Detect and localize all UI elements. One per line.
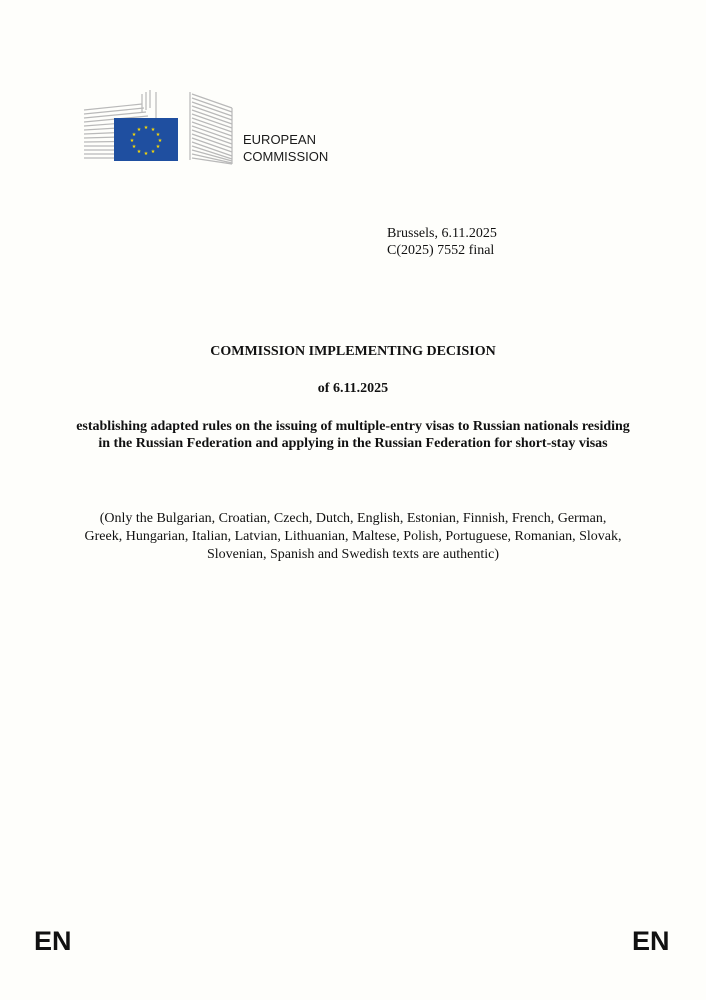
org-line-1: EUROPEAN: [243, 132, 316, 147]
organization-name: [243, 131, 328, 165]
svg-text:★: ★: [136, 149, 142, 155]
svg-text:★: ★: [143, 125, 149, 131]
svg-text:★: ★: [131, 144, 137, 150]
org-line-2: COMMISSION: [243, 149, 329, 164]
document-subject: establishing adapted rules on the issuing of multiple-entry visas to Russian nationals residing in the Russian Federation and applying in the Russian Federation for short-stay visas: [76, 419, 630, 451]
document-date-line: of 6.11.2025: [317, 381, 389, 396]
language-code-left: EN: [34, 926, 72, 956]
svg-text:★: ★: [136, 127, 142, 133]
svg-text:★: ★: [131, 132, 137, 138]
svg-text:★: ★: [155, 144, 161, 150]
language-code-right: EN: [632, 926, 670, 956]
svg-text:★: ★: [150, 127, 156, 133]
svg-text:★: ★: [155, 132, 161, 138]
svg-text:★: ★: [143, 151, 149, 157]
place-date: Brussels, 6.11.2025: [387, 226, 497, 241]
document-title: COMMISSION IMPLEMENTING DECISION: [210, 344, 496, 359]
document-reference: [387, 225, 497, 259]
authentic-languages-note: (Only the Bulgarian, Croatian, Czech, Dutch, English, Estonian, Finnish, French, German, Greek, Hungarian, Italian, Latvian, Lithuanian, Maltese, Polish, Portuguese, Romanian, Slovak, Slovenian, Spanish and Swedish texts are authentic): [84, 511, 622, 562]
document-number: C(2025) 7552 final: [387, 243, 495, 258]
european-commission-logo: [82, 88, 242, 166]
svg-text:★: ★: [129, 138, 135, 144]
svg-text:★: ★: [150, 149, 156, 155]
svg-text:★: ★: [157, 138, 163, 144]
